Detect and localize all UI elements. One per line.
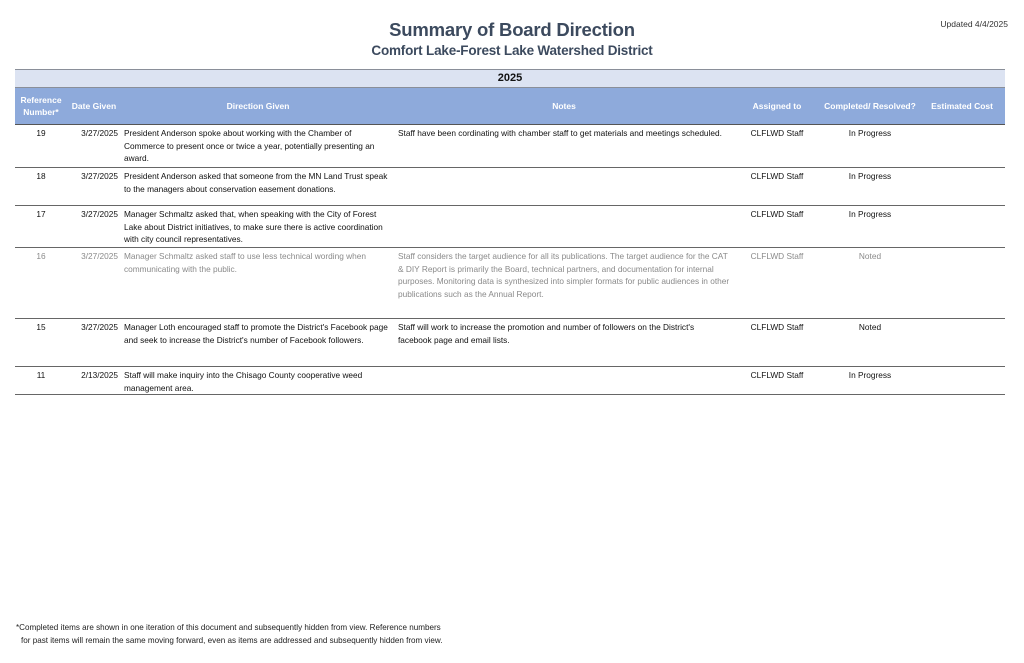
cell-cost <box>919 206 1005 248</box>
board-direction-table <box>15 69 1005 395</box>
cell-notes <box>395 168 733 206</box>
table-row <box>15 319 1005 367</box>
table-row <box>15 125 1005 168</box>
year-row <box>15 70 1005 88</box>
col-header-cost: Estimated Cost <box>919 88 1005 125</box>
table-row <box>15 206 1005 248</box>
cell-notes: Staff have been cordinating with chamber staff to get materials and meetings scheduled. <box>395 125 733 168</box>
cell-status: In Progress <box>821 168 919 206</box>
col-header-direction: Direction Given <box>121 88 395 125</box>
cell-date: 3/27/2025 <box>67 125 121 168</box>
cell-assigned: CLFLWD Staff <box>733 319 821 367</box>
cell-reference: 18 <box>15 168 67 206</box>
cell-date: 3/27/2025 <box>67 168 121 206</box>
cell-cost <box>919 319 1005 367</box>
cell-assigned: CLFLWD Staff <box>733 248 821 319</box>
cell-status: In Progress <box>821 206 919 248</box>
cell-direction: Manager Schmaltz asked staff to use less technical wording when communicating with the public. <box>121 248 395 319</box>
cell-direction: Manager Schmaltz asked that, when speaking with the City of Forest Lake about District initiatives, to make sure there is active coordination with city council representatives. <box>121 206 395 248</box>
cell-notes: Staff considers the target audience for all its publications. The target audience for the CAT & DIY Report is primarily the Board, technical partners, and documentation for internal purposes. Monitoring data is synthesized into simpler formats for public audiences in other publications such as the Annual Report. <box>395 248 733 319</box>
cell-date: 3/27/2025 <box>67 248 121 319</box>
cell-assigned: CLFLWD Staff <box>733 206 821 248</box>
col-header-completed: Completed/ Resolved? <box>821 88 919 125</box>
cell-notes: Staff will work to increase the promotion and number of followers on the District's facebook page and email lists. <box>395 319 733 367</box>
cell-notes <box>395 367 733 395</box>
footnote-line-1: *Completed items are shown in one iteration of this document and subsequently hidden from view. Reference numbers <box>16 623 441 632</box>
cell-direction: Staff will make inquiry into the Chisago County cooperative weed management area. <box>121 367 395 395</box>
updated-date: Updated 4/4/2025 <box>940 19 1008 29</box>
cell-direction: President Anderson spoke about working with the Chamber of Commerce to present once or twice a year, potentially presenting an award. <box>121 125 395 168</box>
cell-reference: 16 <box>15 248 67 319</box>
table-row <box>15 168 1005 206</box>
cell-direction: Manager Loth encouraged staff to promote the District's Facebook page and seek to increase the District's number of Facebook followers. <box>121 319 395 367</box>
cell-cost <box>919 125 1005 168</box>
col-header-reference: Reference Number* <box>15 88 67 125</box>
cell-direction: President Anderson asked that someone from the MN Land Trust speak to the managers about conservation easement donations. <box>121 168 395 206</box>
cell-reference: 17 <box>15 206 67 248</box>
year-label: 2025 <box>15 70 1005 88</box>
cell-notes <box>395 206 733 248</box>
table-row <box>15 248 1005 319</box>
cell-date: 2/13/2025 <box>67 367 121 395</box>
cell-status: Noted <box>821 248 919 319</box>
cell-reference: 11 <box>15 367 67 395</box>
footnote-line-2: for past items will remain the same moving forward, even as items are addressed and subsequently hidden from view. <box>21 635 443 645</box>
col-header-notes: Notes <box>395 88 733 125</box>
cell-date: 3/27/2025 <box>67 206 121 248</box>
cell-reference: 15 <box>15 319 67 367</box>
table-row <box>15 367 1005 395</box>
cell-date: 3/27/2025 <box>67 319 121 367</box>
header-row <box>15 88 1005 125</box>
cell-reference: 19 <box>15 125 67 168</box>
page-title: Summary of Board Direction <box>389 19 635 40</box>
cell-status: In Progress <box>821 125 919 168</box>
cell-cost <box>919 248 1005 319</box>
cell-status: Noted <box>821 319 919 367</box>
cell-cost <box>919 367 1005 395</box>
col-header-assigned: Assigned to <box>733 88 821 125</box>
cell-assigned: CLFLWD Staff <box>733 367 821 395</box>
page-subtitle: Comfort Lake-Forest Lake Watershed District <box>371 43 653 58</box>
footnote <box>16 622 443 647</box>
col-header-date: Date Given <box>67 88 121 125</box>
cell-status: In Progress <box>821 367 919 395</box>
cell-assigned: CLFLWD Staff <box>733 168 821 206</box>
cell-cost <box>919 168 1005 206</box>
cell-assigned: CLFLWD Staff <box>733 125 821 168</box>
